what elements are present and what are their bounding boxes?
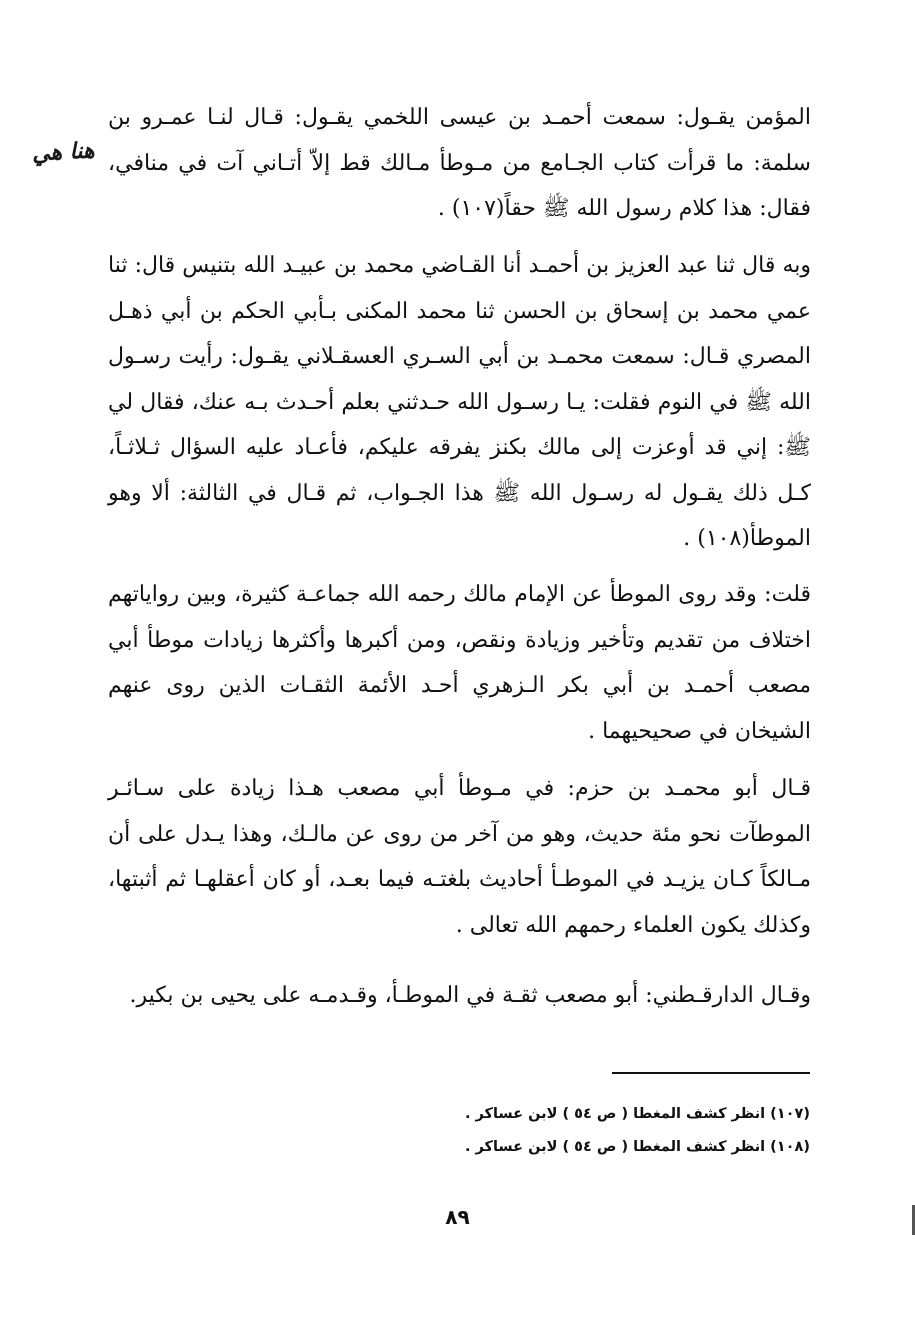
footnotes [380,1098,810,1164]
footnote-108: (١٠٨) انظر كشف المغطا ( ص ٥٤ ) لابن عساكر . [464,1139,810,1155]
footnote-divider [612,1072,810,1074]
paragraph-text: وبه قال ثنا عبد العزيز بن أحمـد أنا القـاضي محمد بن عبيـد الله بتنيس قال: ثنا عمي محمد بن إسحاق بن الحسن ثنا محمد المكنى بـأبي الحكم بن أبي ذهـل المصري قـال: سمعت محمـد بن أبي السـري العسقـلاني يقـول: رأيت رسـول الله ﷺ في النوم فقلت: يـا رسـول الله حـدثني بعلم أحـدث بـه عنك، فقال لي ﷺ: إني قد أوعزت إلى مالك بكنز يفرقه عليكم، فأعـاد عليه السؤال ثـلاثـاً، كـل ذلك يقـول له رسـول الله ﷺ هذا الجـواب، ثم قـال في الثالثة: ألا وهو الموطأ(١٠٨) . [108,253,811,551]
paragraph-text: قلت: وقد روى الموطأ عن الإمام مالك رحمه الله جماعـة كثيرة، وبين رواياتهم اختلاف من تقديم وتأخير وزيادة ونقص، ومن أكبرها وأكثرها زيادات موطأ أبي مصعب أحمـد بن أبي بكر الـزهري أحـد الأئمة الثقـات الذين روى عنهم الشيخان في صحيحيهما . [108,582,811,744]
paragraph-5 [108,973,811,1019]
paragraph-2 [108,243,811,562]
handwritten-margin-note: هنا هي [31,138,96,167]
paragraph-1 [108,95,811,232]
paragraph-text: وقـال الدارقـطني: أبو مصعب ثقـة في الموطـأ، وقـدمـه على يحيى بن بكير. [129,983,811,1008]
paragraph-3 [108,572,811,754]
page-number: ٨٩ [445,1205,470,1229]
footnote-107: (١٠٧) انظر كشف المغطا ( ص ٥٤ ) لابن عساكر . [464,1106,810,1122]
paragraph-4 [108,766,811,948]
paragraph-text: المؤمن يقـول: سمعت أحمـد بن عيسى اللخمي يقـول: قـال لنـا عمـرو بن سلمة: ما قرأت كتاب الجـامع من مـوطأ مـالك قط إلاّ أتـاني آت في منافي، فقال: هذا كلام رسول الله ﷺ حقاً(١٠٧) . [108,105,811,221]
paragraph-text: قـال أبو محمـد بن حزم: في مـوطأ أبي مصعب هـذا زيادة على سـائـر الموطآت نحو مئة حديث، وهو من آخر من روى عن مالـك، وهذا يـدل على أن مـالكاً كـان يزيـد في الموطـأ أحاديث بلغتـه فيما بعـد، أو كان أعقلهـا ثم أثبتها، وكذلك يكون العلماء رحمهم الله تعالى . [108,776,811,938]
